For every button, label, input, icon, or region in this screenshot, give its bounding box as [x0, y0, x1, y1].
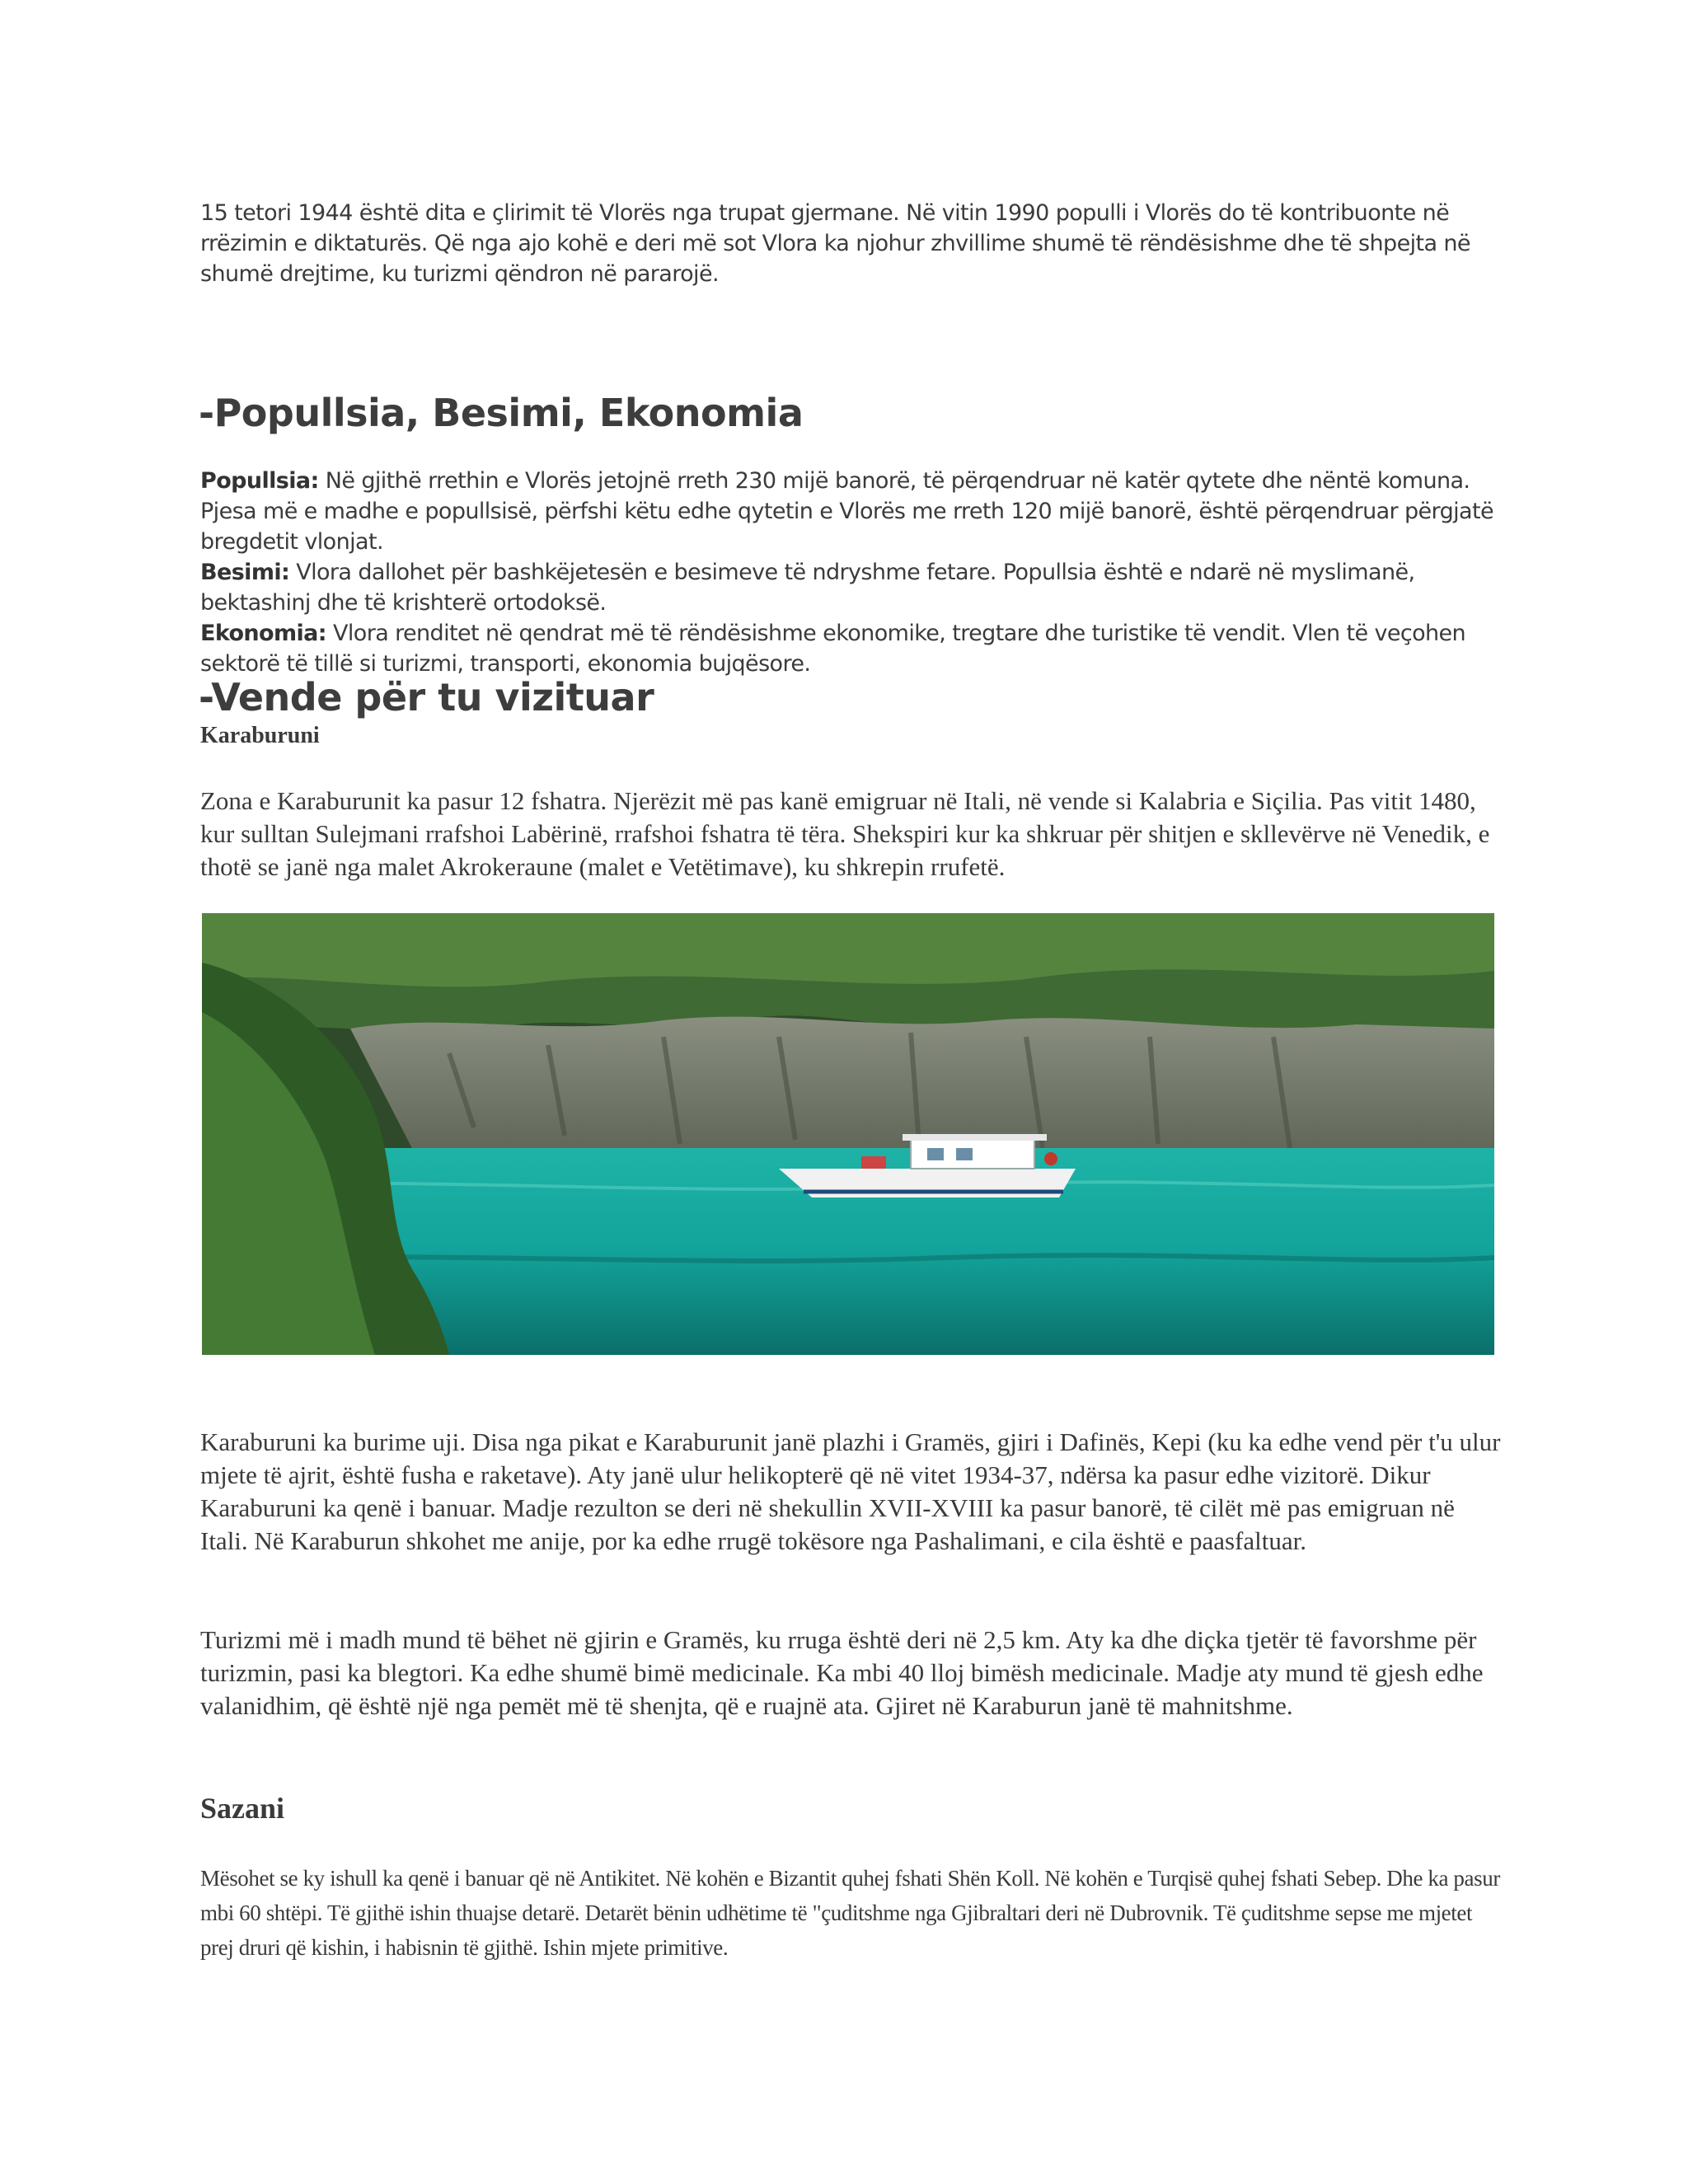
sazani-paragraph: Mësohet se ky ishull ka qenë i banuar që në Antikitet. Në kohën e Bizantit quhej fshati Shën Koll. Në kohën e Turqisë quhej fshati Sebep. Dhe ka pasur mbi 60 shtëpi. Të gjithë ishin thuajse detarë. Detarët bënin udhëtime të "çuditshme nga Gjibraltari deri në Dubrovnik. Të çuditshme sepse me mjetet prej druri që kishin, i habisnin të gjithë. Ishin mjete primitive. — [200, 1866, 1500, 1960]
economy-text: Vlora renditet në qendrat më të rëndësishme ekonomike, tregtare dhe turistike të vendit. Vlen të veçohen sektorë të tillë si turizmi, transporti, ekonomia bujqësore. — [200, 621, 1466, 677]
intro-paragraph: 15 tetori 1944 është dita e çlirimit të Vlorës nga trupat gjermane. Në vitin 1990 populli i Vlorës do të kontribuonte në rrëzimin e diktaturës. Që nga ajo kohë e deri më sot Vlora ka njohur zhvillime shumë të rëndësishme dhe të shpejta në shumë drejtime, ku turizmi qëndron në pararojë. — [200, 200, 1470, 287]
sazani-title: Sazani — [200, 1792, 285, 1825]
karaburuni-paragraph-1: Zona e Karaburunit ka pasur 12 fshatra. Njerëzit më pas kanë emigruar në Itali, në vende si Kalabria e Siçilia. Pas vitit 1480, kur sulltan Sulejmani rrafshoi Labërinë, rrafshoi fshatra të tëra. Shekspiri kur ka shkruar për shitjen e skllevërve në Venedik, e thotë se janë nga malet Akrokeraune (malet e Vetëtimave), ku shkrepin rrufetë. — [200, 786, 1490, 881]
economy-paragraph — [200, 618, 1503, 679]
economy-label: Ekonomia: — [200, 621, 327, 646]
karaburuni-title: Karaburuni — [200, 723, 320, 748]
population-info-block — [200, 466, 1503, 679]
karaburuni-paragraph-3: Turizmi më i madh mund të bëhet në gjirin e Gramës, ku rruga është deri në 2,5 km. Aty ka dhe diçka tjetër të favorshme për turizmin, pasi ka blegtori. Ka edhe shumë bimë medicinale. Ka mbi 40 lloj bimësh medicinale. Madje aty mund të gjesh edhe valanidhim, që është një nga pemët më të shenjta, që e ruajnë ata. Gjiret në Karaburun janë të mahnitshme. — [200, 1625, 1484, 1720]
population-paragraph — [200, 466, 1503, 557]
karaburuni-paragraph-2: Karaburuni ka burime uji. Disa nga pikat e Karaburunit janë plazhi i Gramës, gjiri i Dafinës, Kepi (ku ka edhe vend për t'u ulur mjete të ajrit, është fusha e raketave). Aty janë ulur helikopterë që në vitet 1934-37, ndërsa ka pasur edhe vizitorë. Dikur Karaburuni ka qenë i banuar. Madje rezulton se deri në shekullin XVII-XVIII ka pasur banorë, të cilët më pas emigruan në Itali. Në Karaburun shkohet me anije, por ka edhe rrugë tokësore nga Pashalimani, e cila është e paasfaltuar. — [200, 1427, 1501, 1555]
bay-with-boat-photo — [202, 913, 1494, 1355]
religion-paragraph — [200, 557, 1503, 618]
section-heading-population: -Popullsia, Besimi, Ekonomia — [199, 391, 804, 435]
section-heading-places: -Vende për tu vizituar — [199, 675, 654, 719]
religion-text: Vlora dallohet për bashkëjetesën e besimeve të ndryshme fetare. Popullsia është e ndarë në myslimanë, bektashinj dhe të krishterë ortodoksë. — [200, 560, 1415, 616]
religion-label: Besimi: — [200, 560, 290, 585]
population-text: Në gjithë rrethin e Vlorës jetojnë rreth 230 mijë banorë, të përqendruar në katër qytete dhe nëntë komuna. Pjesa më e madhe e popullsisë, përfshi këtu edhe qytetin e Vlorës me rreth 120 mijë banorë, është përqendruar përgjatë bregdetit vlonjat. — [200, 468, 1493, 555]
population-label: Popullsia: — [200, 468, 319, 494]
